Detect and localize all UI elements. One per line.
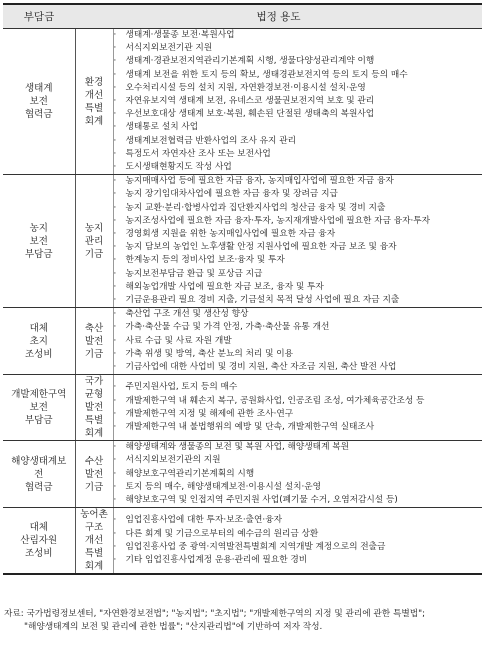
list-item [114,554,483,567]
bullet-mark: · [113,442,117,453]
use-text: 한계농지 등의 정비사업 보조·융자 및 투자 [125,255,285,266]
list-item [114,454,483,467]
bullet-mark: · [113,322,117,333]
use-text: 생태계·생물종 보전·복원사업 [125,30,235,40]
list-item [114,528,483,541]
list-item [114,468,483,481]
list-item [114,148,483,161]
list-item [114,69,483,82]
use-text: 농지 장기임대차사업에 필요한 자금 융자 및 장려금 지급 [125,189,338,200]
bullet-mark: · [113,421,117,432]
use-text: 토지 등의 매수, 해양생태계보전·이용시설 설치·운영 [125,481,322,492]
uses-cell [113,29,482,175]
uses-list [114,381,483,434]
list-item [114,175,483,188]
use-text: 기금운용관리 필요 경비 지출, 기금설치 목적 달성 사업에 필요 자금 지출 [125,295,400,306]
use-text: 농지보전부담금 환급 및 포상금 지급 [125,268,263,279]
fund-name: 환경 개선 특별 회계 [75,29,113,175]
list-item [114,395,483,408]
use-text: 경영회생 지원을 위한 농지매입사업에 필요한 자금 융자 [125,229,336,240]
bullet-mark: · [113,295,117,306]
header-uses: 법정 용도 [75,4,482,29]
list-item [114,441,483,454]
list-item [114,95,483,108]
use-text: 농지조성사업에 필요한 자금 융자·투자, 농지재개발사업에 필요한 자금 융자·투자 [125,215,431,226]
bullet-mark: · [113,555,117,565]
table-row [3,308,482,375]
use-text: 기금사업에 대한 사업비 및 경비 지원, 축산 자조금 지원, 축산 발전 사업 [125,362,397,373]
bullet-mark: · [113,135,117,146]
bullet-mark: · [113,69,117,80]
use-text: 오수처리시설 등의 설치 지원, 자연환경보전·이용시설 설치·운영 [125,82,366,93]
list-item [114,321,483,334]
bullet-mark: · [113,229,117,240]
use-text: 해양보호구역관리기본계획의 시행 [125,468,255,479]
table-header-row [3,4,482,29]
charge-name: 개발제한구역 보전 부담금 [3,375,75,441]
use-text: 가축·축산물 수급 및 가격 안정, 가축·축산물 유통 개선 [125,322,330,333]
bullet-mark: · [113,468,117,479]
use-text: 농지 교환·분리·합병사업과 집단환지사업의 청산금 융자 및 경비 지출 [125,202,386,213]
uses-cell [113,508,482,575]
bullet-mark: · [113,43,117,54]
uses-list [114,29,483,174]
bullet-mark: · [113,162,117,173]
uses-cell [113,175,482,308]
list-item [114,42,483,55]
list-item [114,161,483,174]
list-item [114,55,483,68]
list-item [114,514,483,527]
list-item [114,481,483,494]
use-text: 생태계·경관보전지역관리기본계획 시행, 생물다양성관리계약 이행 [125,56,375,67]
list-item [114,335,483,348]
use-text: 서식지외보전기관의 지원 [125,455,221,466]
table-row [3,29,482,175]
list-item [114,121,483,134]
use-text: 해양보호구역 및 인접지역 주민지원 사업(폐기물 수거, 오염저감시설 등) [125,495,398,506]
list-item [114,135,483,148]
bullet-mark: · [113,348,117,359]
bullet-mark: · [113,255,117,266]
header-charge: 부담금 [3,4,75,29]
list-item [114,254,483,267]
charge-name: 해양생태계보 전 협력금 [3,441,75,508]
charge-name: 대체 산림자원 조성비 [3,508,75,575]
use-text: 기타 임업진흥사업계정 운용·관리에 필요한 경비 [125,555,308,565]
charge-name: 대체 초지 조성비 [3,308,75,375]
source-line-1: 자료: 국가법령정보센터, "자연환경보전법"; "농지법"; "초지법"; "개발제한구역의 지정 및 관리에 관한 특별법"; [4,609,426,619]
list-item [114,421,483,434]
use-text: 서식지외보전기관 지원 [125,43,213,54]
bullet-mark: · [113,96,117,107]
bullet-mark: · [113,335,117,346]
list-item [114,494,483,507]
bullet-mark: · [113,382,117,393]
fund-name: 축산 발전 기금 [75,308,113,375]
bullet-mark: · [113,395,117,406]
uses-list [114,175,483,307]
list-item [114,241,483,254]
bullet-mark: · [113,242,117,253]
bullet-mark: · [113,268,117,279]
bullet-mark: · [113,541,117,552]
fund-name: 농지 관리 기금 [75,175,113,308]
use-text: 개발제한구역 내 훼손지 복구, 공원화사업, 인공조림 조성, 여가체육공간조성 등 [125,395,425,406]
list-item [114,381,483,394]
use-text: 개발제한구역 내 불법행위의 예방 및 단속, 개발제한구역 실태조사 [125,421,375,432]
bullet-mark: · [113,82,117,93]
list-item [114,82,483,95]
bullet-mark: · [113,215,117,226]
uses-list [114,514,483,567]
charges-table [3,3,482,575]
source-note [4,608,480,633]
bullet-mark: · [113,281,117,292]
list-item [114,228,483,241]
list-item [114,408,483,421]
table-row [3,508,482,575]
bullet-mark: · [113,481,117,492]
uses-list [114,441,483,507]
bullet-mark: · [113,189,117,200]
list-item [114,108,483,121]
bullet-mark: · [113,528,117,539]
list-item [114,348,483,361]
bullet-mark: · [113,176,117,187]
list-item [114,202,483,215]
fund-name: 국가 균형 발전 특별 회계 [75,375,113,441]
bullet-mark: · [113,30,117,40]
use-text: 임업진흥사업 중 광역·지역발전특별회계 지역개발 계정으로의 전출금 [125,541,386,552]
uses-cell [113,441,482,508]
source-line-2: "해양생태계의 보전 및 관리에 관한 법률"; "산지관리법"에 기반하여 저자 작성. [24,621,323,632]
use-text: 사료 수급 및 사료 자원 개발 [125,335,232,346]
list-item [114,541,483,554]
use-text: 농지 담보의 농업인 노후생활 안정 지원사업에 필요한 자금 보조 및 융자 [125,242,397,253]
fund-name: 수산 발전 기금 [75,441,113,508]
bullet-mark: · [113,515,117,526]
bullet-mark: · [113,362,117,373]
bullet-mark: · [113,56,117,67]
use-text: 해외농업개발 사업에 필요한 자금 보조, 융자 및 투자 [125,281,324,292]
list-item [114,29,483,42]
uses-list [114,308,483,374]
use-text: 우선보호대상 생태계 보호·복원, 훼손된 단절된 생태축의 복원사업 [125,109,375,120]
list-item [114,188,483,201]
uses-cell [113,375,482,441]
bullet-mark: · [113,408,117,419]
charge-name: 생태계 보전 협력금 [3,29,75,175]
bullet-mark: · [113,202,117,213]
list-item [114,294,483,307]
bullet-mark: · [113,109,117,120]
use-text: 개발제한구역 지정 및 해제에 관한 조사·연구 [125,408,294,419]
table-row [3,175,482,308]
use-text: 생태계보전협력금 반환사업의 조사 유지 관리 [125,135,296,146]
use-text: 특정도서 자연자산 조사 또는 보전사업 [125,148,271,159]
list-item [114,268,483,281]
use-text: 도시생태현황지도 작성 사업 [125,162,232,173]
table-row [3,375,482,441]
use-text: 생태통로 설치 사업 [125,122,199,133]
bullet-mark: · [113,148,117,159]
uses-cell [113,308,482,375]
bullet-mark: · [113,455,117,466]
list-item [114,308,483,321]
use-text: 가축 위생 및 방역, 축산 분뇨의 처리 및 이용 [125,348,294,359]
use-text: 해양생태계와 생물종의 보전 및 복원 사업, 해양생태계 복원 [125,442,350,453]
fund-name: 농어촌 구조 개선 특별 회계 [75,508,113,575]
use-text: 생태계 보전을 위한 토지 등의 확보, 생태경관보전지역 등의 토지 등의 매수 [125,69,408,80]
use-text: 자연유보지역 생태계 보전, 유네스코 생물권보전지역 보호 및 관리 [125,96,375,107]
bullet-mark: · [113,495,117,506]
use-text: 주민지원사업, 토지 등의 매수 [125,382,238,393]
use-text: 축산업 구조 개선 및 생산성 향상 [125,309,249,320]
list-item [114,215,483,228]
table-row [3,441,482,508]
use-text: 농지매매사업 등에 필요한 자금 융자, 농지매입사업에 필요한 자금 융자 [125,176,394,187]
list-item [114,361,483,374]
list-item [114,281,483,294]
bullet-mark: · [113,309,117,320]
table-body [3,29,482,575]
bullet-mark: · [113,122,117,133]
use-text: 다른 회계 및 기금으로부터의 예수금의 원리금 상환 [125,528,319,539]
use-text: 임업진흥사업에 대한 투자·보조·출연·융자 [125,515,282,526]
charge-name: 농지 보전 부담금 [3,175,75,308]
